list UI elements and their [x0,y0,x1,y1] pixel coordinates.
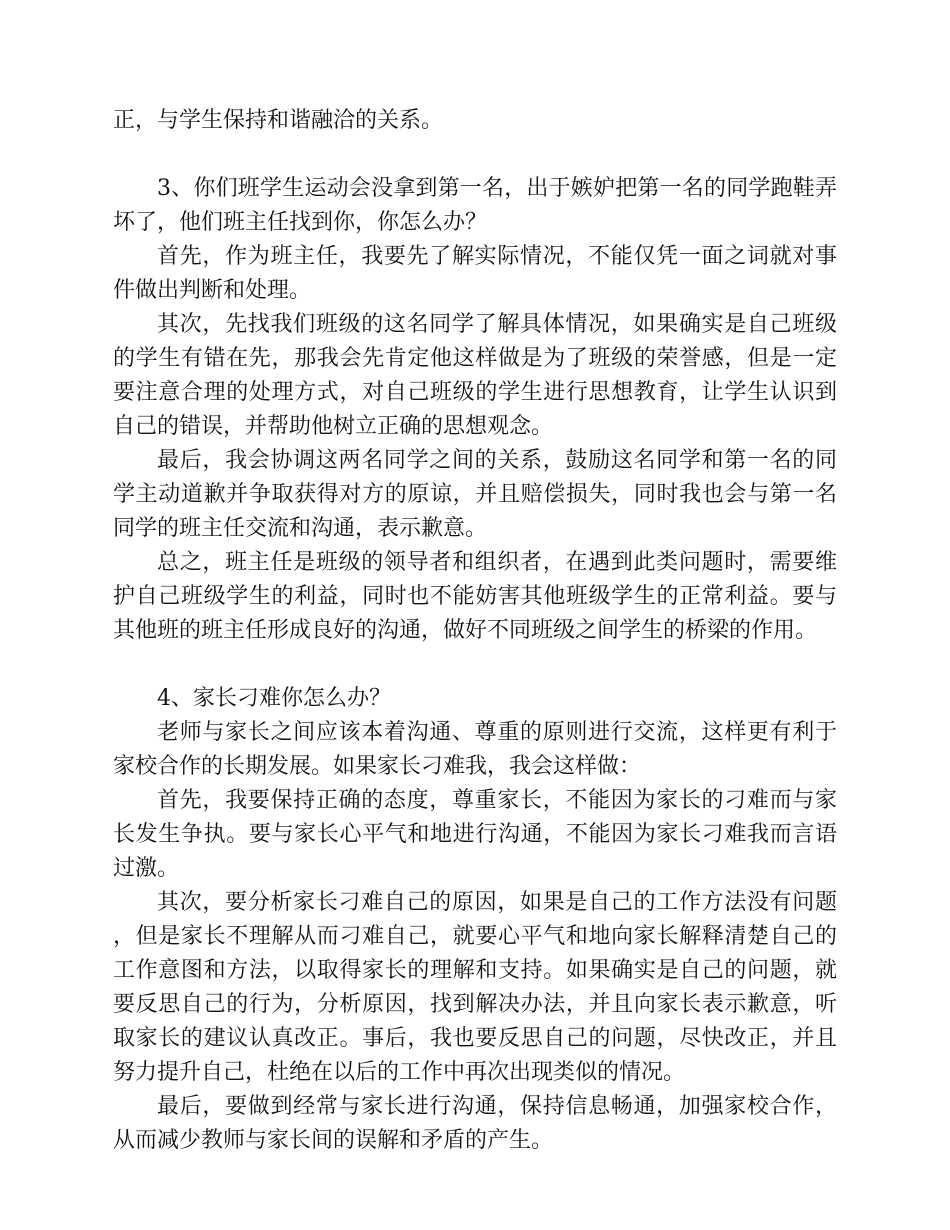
document-page [113,104,837,1158]
paragraph-gap [113,138,837,172]
answer-3-second: 其次，先找我们班级的这名同学了解具体情况，如果确实是自己班级的学生有错在先，那我会先肯定他这样做是为了班级的荣誉感，但是一定要注意合理的处理方式，对自己班级的学生进行思想教育，让学生认识到自己的错误，并帮助他树立正确的思想观念。 [113,312,837,439]
answer-3-summary: 总之，班主任是班级的领导者和组织者，在遇到此类问题时，需要维护自己班级学生的利益，同时也不能妨害其他班级学生的正常利益。要与其他班的班主任形成良好的沟通，做好不同班级之间学生的桥梁的作用。 [113,550,837,643]
answer-4-intro: 老师与家长之间应该本着沟通、尊重的原则进行交流，这样更有利于家校合作的长期发展。如果家长刁难我，我会这样做： [113,720,837,779]
question-4-heading: 4、家长刁难你怎么办？ [157,686,391,711]
answer-3-last: 最后，我会协调这两名同学之间的关系，鼓励这名同学和第一名的同学主动道歉并争取获得对方的原谅，并且赔偿损失，同时我也会与第一名同学的班主任交流和沟通，表示歉意。 [113,448,837,541]
answer-4-second: 其次，要分析家长刁难自己的原因，如果是自己的工作方法没有问题，但是家长不理解从而刁难自己，就要心平气和地向家长解释清楚自己的工作意图和方法，以取得家长的理解和支持。如果确实是自己的问题，就要反思自己的行为，分析原因，找到解决办法，并且向家长表示歉意，听取家长的建议认真改正。事后，我也要反思自己的问题，尽快改正，并且努力提升自己，杜绝在以后的工作中再次出现类似的情况。 [113,890,837,1085]
question-3-heading: 3、你们班学生运动会没拿到第一名，出于嫉妒把第一名的同学跑鞋弄坏了，他们班主任找到你，你怎么办？ [113,176,837,235]
answer-4-first: 首先，我要保持正确的态度，尊重家长，不能因为家长的刁难而与家长发生争执。要与家长心平气和地进行沟通，不能因为家长刁难我而言语过激。 [113,788,837,881]
answer-3-first: 首先，作为班主任，我要先了解实际情况，不能仅凭一面之词就对事件做出判断和处理。 [113,244,837,303]
paragraph-continuation: 正，与学生保持和谐融洽的关系。 [113,108,444,133]
answer-4-last: 最后，要做到经常与家长进行沟通，保持信息畅通，加强家校合作，从而减少教师与家长间的误解和矛盾的产生。 [113,1094,837,1153]
paragraph-gap [113,648,837,682]
